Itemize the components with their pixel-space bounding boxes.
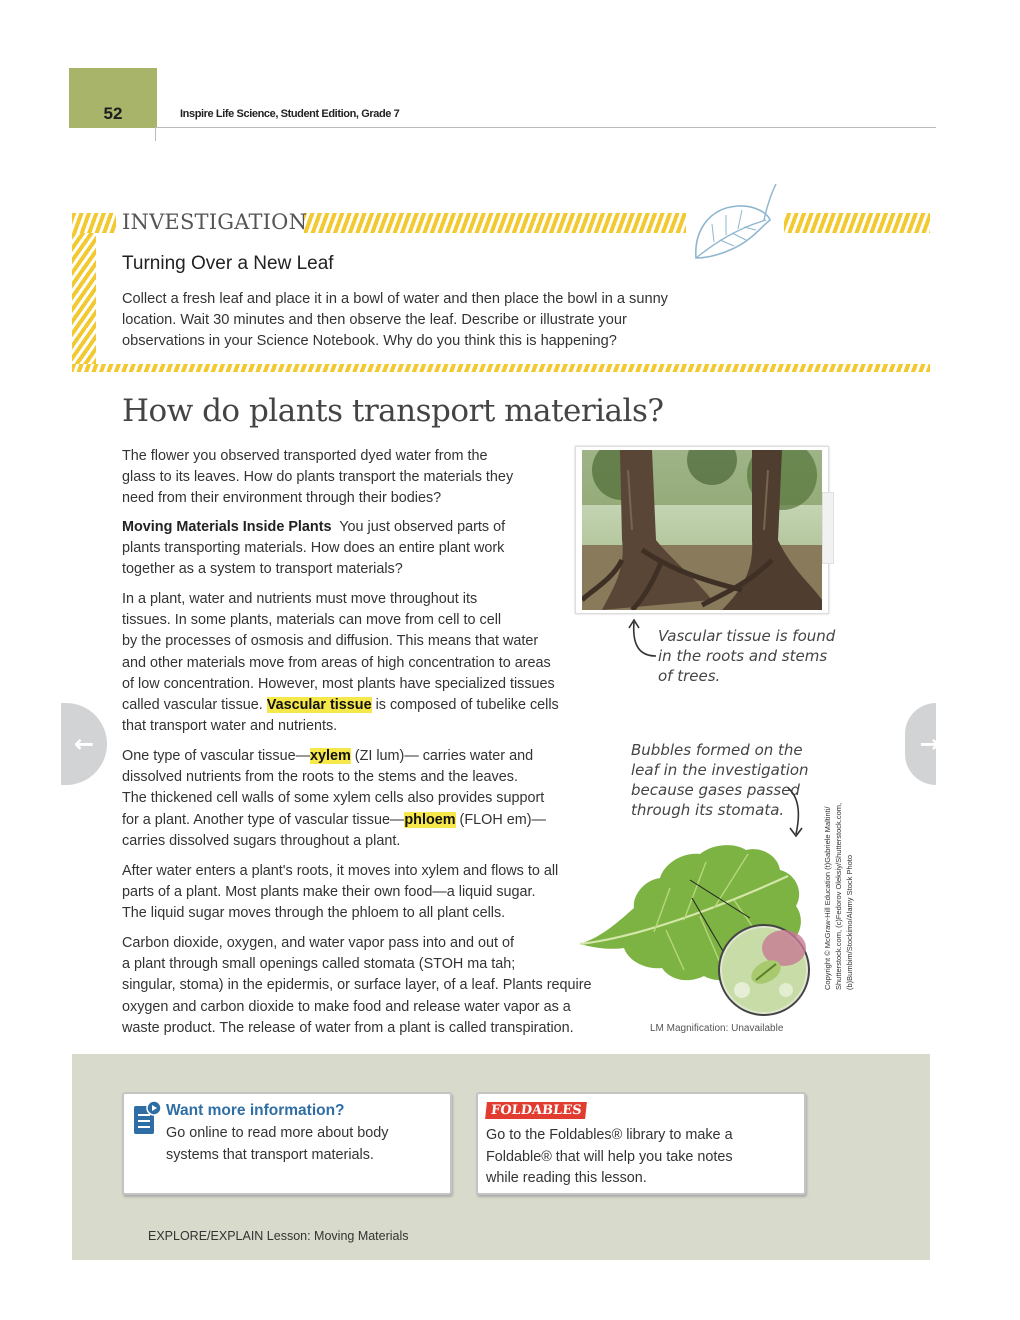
arrow-left-icon: ← bbox=[73, 730, 95, 758]
paragraph-line: glass to its leaves. How do plants transport the materials they bbox=[122, 469, 514, 486]
caption-line: of trees. bbox=[658, 667, 721, 685]
more-information-card[interactable] bbox=[122, 1092, 452, 1195]
paragraph-line: by the processes of osmosis and diffusion. This means that water bbox=[122, 633, 539, 650]
paragraph-line: oxygen and carbon dioxide to make food and release water vapor as a bbox=[122, 998, 571, 1015]
investigation-text-line: Collect a fresh leaf and place it in a bowl of water and then place the bowl in a sunny bbox=[122, 291, 668, 307]
header-divider-tick bbox=[155, 127, 156, 141]
photo-credits bbox=[822, 770, 855, 990]
page-number: 52 bbox=[69, 68, 157, 128]
foldables-text bbox=[486, 1125, 733, 1190]
paragraph-moving-materials bbox=[122, 517, 505, 581]
credit-line: (b)Bumbim/Stockimo/Alamy Stock Photo bbox=[845, 854, 854, 990]
paragraph-line: singular, stoma) in the epidermis, or surface layer, of a leaf. Plants require bbox=[122, 977, 592, 994]
paragraph-line: need from their environment through their bodies? bbox=[122, 490, 442, 507]
paragraph-water-flow bbox=[122, 861, 558, 925]
paragraph-line bbox=[122, 517, 505, 538]
next-page-button[interactable] bbox=[905, 703, 940, 785]
credit-line: Shutterstock.com, (c)Fedorov Oleksiy/Shutterstock.com, bbox=[834, 802, 843, 990]
card-text-line: while reading this lesson. bbox=[486, 1170, 647, 1186]
vocab-term-xylem[interactable]: xylem bbox=[309, 748, 351, 764]
tree-caption bbox=[658, 626, 835, 686]
previous-page-button[interactable] bbox=[61, 703, 107, 785]
paragraph-text: for a plant. Another type of vascular tissue— bbox=[122, 811, 405, 828]
paragraph-line bbox=[122, 810, 546, 831]
paragraph-line: plants transporting materials. How does an entire plant work bbox=[122, 540, 505, 557]
investigation-text-line: location. Wait 30 minutes and then observe the leaf. Describe or illustrate your bbox=[122, 312, 627, 328]
document-info-icon bbox=[132, 1100, 162, 1136]
section-heading: How do plants transport materials? bbox=[122, 393, 664, 429]
caption-line: because gases passed bbox=[631, 781, 800, 799]
more-information-text bbox=[166, 1123, 388, 1166]
caption-line: Bubbles formed on the bbox=[631, 741, 803, 759]
card-text-line: Foldable® that will help you take notes bbox=[486, 1148, 733, 1165]
paragraph-xylem-phloem bbox=[122, 746, 546, 852]
photo-edge-tab bbox=[822, 492, 834, 564]
paragraph-text: One type of vascular tissue— bbox=[122, 748, 310, 764]
foldables-logo: FOLDABLES bbox=[485, 1102, 587, 1119]
paragraph-line: parts of a plant. Most plants make their own food—a liquid sugar. bbox=[122, 884, 536, 901]
leaf-stomata-illustration bbox=[574, 840, 814, 1020]
paragraph-text: called vascular tissue. bbox=[122, 697, 263, 714]
card-text-line: Go online to read more about body bbox=[166, 1125, 389, 1141]
investigation-heading: Turning Over a New Leaf bbox=[122, 253, 334, 274]
paragraph-line: dissolved nutrients from the roots to the stems and the leaves. bbox=[122, 769, 518, 786]
paragraph-line: that transport water and nutrients. bbox=[122, 718, 338, 735]
investigation-stripe-bottom bbox=[72, 364, 930, 372]
paragraph-line: After water enters a plant's roots, it moves into xylem and flows to all bbox=[122, 863, 559, 879]
caption-arrow-icon bbox=[626, 616, 660, 662]
paragraph-line: Carbon dioxide, oxygen, and water vapor pass into and out of bbox=[122, 935, 514, 951]
paragraph-text: (FLOH em)— bbox=[459, 811, 546, 828]
header-divider bbox=[155, 127, 936, 128]
paragraph-line: waste product. The release of water from a plant is called transpiration. bbox=[122, 1019, 574, 1036]
magnification-label: LM Magnification: Unavailable bbox=[650, 1023, 784, 1034]
leaf-caption bbox=[631, 740, 809, 820]
subheading-moving-materials: Moving Materials Inside Plants bbox=[122, 519, 332, 535]
investigation-text bbox=[122, 289, 732, 352]
foldables-card[interactable] bbox=[476, 1092, 806, 1195]
tree-roots-photo bbox=[582, 450, 822, 610]
card-text-line: systems that transport materials. bbox=[166, 1146, 374, 1163]
paragraph-intro bbox=[122, 446, 513, 510]
caption-line: leaf in the investigation bbox=[631, 761, 809, 779]
card-text-line: Go to the Foldables® library to make a bbox=[486, 1127, 733, 1143]
paragraph-text: is composed of tubelike cells bbox=[375, 697, 559, 714]
investigation-stripe-left bbox=[72, 233, 96, 367]
credit-line: Copyright © McGraw-Hill Education (t)Gabriele Maltinti/ bbox=[823, 806, 832, 990]
paragraph-text: (ZI lum)— carries water and bbox=[354, 748, 534, 764]
paragraph-line: and other materials move from areas of high concentration to areas bbox=[122, 654, 551, 671]
investigation-text-line: observations in your Science Notebook. Why do you think this is happening? bbox=[122, 333, 617, 349]
paragraph-vascular-tissue bbox=[122, 589, 559, 737]
more-information-title[interactable]: Want more information? bbox=[166, 1102, 345, 1119]
arrow-right-icon: → bbox=[919, 730, 940, 758]
caption-line: in the roots and stems bbox=[658, 647, 828, 665]
paragraph-line bbox=[122, 746, 546, 767]
paragraph-line: In a plant, water and nutrients must move throughout its bbox=[122, 591, 478, 607]
caption-line: through its stomata. bbox=[631, 801, 785, 819]
paragraph-line: carries dissolved sugars throughout a plant. bbox=[122, 832, 401, 849]
paragraph-line: tissues. In some plants, materials can move from cell to cell bbox=[122, 612, 502, 629]
vocab-term-phloem[interactable]: phloem bbox=[404, 811, 456, 828]
paragraph-line: together as a system to transport materials? bbox=[122, 561, 403, 578]
paragraph-line: The liquid sugar moves through the phloem to all plant cells. bbox=[122, 905, 506, 922]
leaf-sketch-icon bbox=[686, 180, 784, 266]
paragraph-text: You just observed parts of bbox=[339, 519, 506, 535]
investigation-label: INVESTIGATION bbox=[122, 210, 308, 234]
caption-arrow-icon bbox=[784, 786, 806, 840]
book-title: Inspire Life Science, Student Edition, Grade 7 bbox=[180, 108, 400, 120]
paragraph-line: of low concentration. However, most plants have specialized tissues bbox=[122, 675, 555, 692]
vocab-term-vascular-tissue[interactable]: Vascular tissue bbox=[266, 697, 372, 714]
paragraph-line bbox=[122, 695, 559, 716]
paragraph-stomata bbox=[122, 933, 592, 1039]
lesson-label: EXPLORE/EXPLAIN Lesson: Moving Materials bbox=[148, 1229, 409, 1243]
paragraph-line: The flower you observed transported dyed water from the bbox=[122, 448, 488, 464]
paragraph-line: a plant through small openings called stomata (STOH ma tah; bbox=[122, 956, 516, 973]
paragraph-line: The thickened cell walls of some xylem cells also provides support bbox=[122, 790, 545, 807]
caption-line: Vascular tissue is found bbox=[658, 627, 836, 645]
